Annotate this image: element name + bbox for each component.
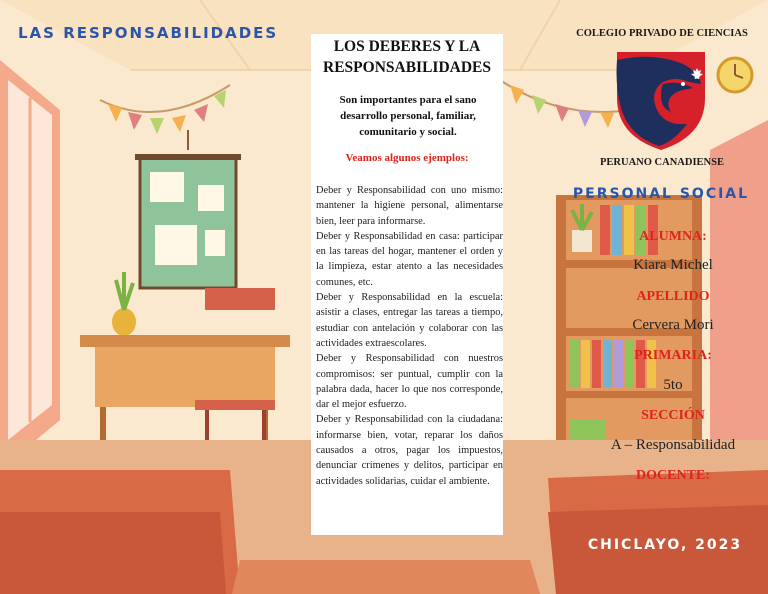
primaria-label: PRIMARIA: [634, 348, 712, 363]
alumna-value: Kiara Michel [633, 257, 713, 273]
city-year-footer: CHICLAYO, 2023 [587, 537, 743, 553]
school-name-bottom: PERUANO CANADIENSE [600, 157, 724, 168]
seccion-value: A – Responsabilidad [610, 437, 736, 453]
examples-heading: Veamos algunos ejemplos: [345, 152, 469, 164]
left-panel-title: LAS RESPONSABILIDADES [18, 24, 279, 42]
example-paragraph: Deber y Responsabilidad en casa: participar en las tareas del hogar, mantener el orden y la limpieza, estar atento a las necesidades comunes, etc. [316, 230, 503, 288]
eagle-shield-logo [613, 50, 709, 152]
center-title-line-2: RESPONSABILIDADES [323, 59, 491, 76]
example-paragraph: Deber y Responsabilidad con la ciudadana: informarse bien, votar, reparar los daños causados a otros, pagar los impuestos, denunciar crímenes y delitos, participar en actividades solidarias, cuidar el ambiente. [316, 414, 503, 487]
seccion-label: SECCIÓN [641, 408, 705, 423]
center-title [311, 36, 503, 78]
apellido-value: Cervera Mori [632, 317, 714, 333]
school-name-top: COLEGIO PRIVADO DE CIENCIAS [576, 28, 748, 39]
primaria-value: 5to [663, 377, 683, 393]
docente-label: DOCENTE: [636, 468, 710, 483]
alumna-label: ALUMNA: [639, 229, 707, 244]
center-title-line-1: LOS DEBERES Y LA [333, 38, 481, 55]
course-title: PERSONAL SOCIAL [572, 186, 750, 202]
example-paragraph: Deber y Responsabilidad en la escuela: asistir a clases, entregar las tareas a tiempo, estudiar con antelación y colaborar con las actividades extraescolares. [316, 292, 503, 349]
example-paragraph: Deber y Responsabilidad con uno mismo: mantener la higiene personal, alimentarse bien, leer para informarse. [316, 185, 503, 227]
apellido-label: APELLIDO [636, 289, 710, 304]
example-paragraph: Deber y Responsabilidad con nuestros compromisos: ser puntual, cumplir con la palabra dada, hacer lo que nos corresponde, dar el mejor esfuerzo. [316, 353, 503, 411]
center-subtitle: Son importantes para el sano desarrollo personal, familiar, comunitario y social. [339, 94, 477, 138]
examples-list [316, 183, 503, 489]
